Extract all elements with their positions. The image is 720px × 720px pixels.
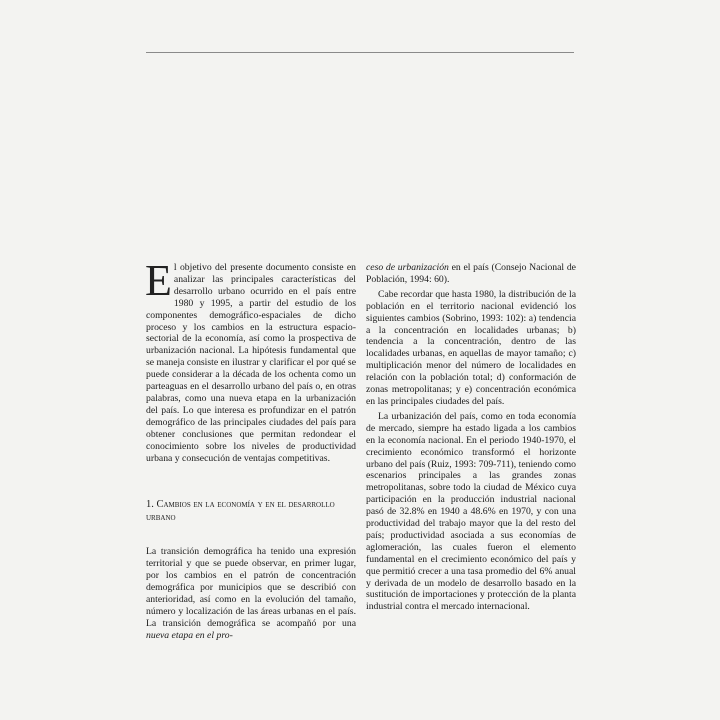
intro-text: l objetivo del presente documento consiste en analizar las principales características del desarrollo urbano ocurrido en el país entre 1980 y 1995, a partir del estudio de los componentes demográfico-espaciales de dicho proceso y los cambios en la estructura espacio-sectorial de la economía, así como la prospectiva de urbanización nacional. La hipótesis fundamental que se maneja consiste en ilustrar y clarificar el por qué se puede considerar a la década de los ochenta como un parteaguas en el desarrollo urbano del país o, en otras palabras, como una nueva etapa en la urbanización del país. Lo que interesa es profundizar en el patrón demográfico de las principales ciudades del país para obtener conclusiones que permitan redondear el conocimiento sobre los niveles de productividad urbana y consecución de ventajas competitivas.	[146, 262, 356, 464]
intro-paragraph	[145, 256, 356, 464]
section-heading: 1. Cambios en la economía y en el desarrollo urbano	[146, 499, 335, 524]
transition-text: La transición demográfica ha tenido una expresión territorial y que se puede observar, en primer lugar, por los cambios en el patrón de concentración demográfica por municipios que se describió con anterioridad, así como en la evolución del tamaño, número y localización de las áreas urbanas en el país. La transición demográfica se acompañó por una	[146, 546, 356, 629]
header-rule	[146, 52, 574, 53]
continuation-text: en el país (Consejo Nacional de Población, 1994: 60).	[366, 262, 576, 285]
urbanization-paragraph: La urbanización del país, como en toda economía de mercado, siempre ha estado ligada a los cambios en la economía nacional. En el periodo 1940-1970, el crecimiento económico transformó el horizonte urbano del país (Ruiz, 1993: 709-711), teniendo como escenarios principales a las grandes zonas metropolitanas, sobre todo la ciudad de México cuya participación en la producción industrial nacional pasó de 32.8% en 1940 a 48.6% en 1970, y con una productividad del trabajo mayor que la del resto del país; productividad asociada a sus economías de aglomeración, las cuales fueron el elemento fundamental en el crecimiento económico del país y que permitió crecer a una tasa promedio del 6% anual y derivada de un modelo de desarrollo basado en la sustitución de importaciones y protección de la planta industrial contra el mercado internacional.	[366, 410, 576, 613]
drop-cap: E	[145, 256, 172, 305]
left-column	[145, 256, 356, 642]
distribution-paragraph: Cabe recordar que hasta 1980, la distribución de la población en el territorio nacional evidenció los siguientes cambios (Sobrino, 1993: 102): a) tendencia a la concentración en localidades urbanas; b) tendencia a la concentración, dentro de las localidades urbanas, en aquellas de mayor tamaño; c) multiplicación menor del número de localidades en relación con la población total; d) conformación de zonas metropolitanas; y e) concentración económica en las principales ciudades del país.	[366, 288, 576, 407]
right-column	[366, 262, 576, 613]
transition-italic: nueva etapa en el pro-	[146, 629, 233, 641]
continuation-italic: ceso de urbanización	[366, 262, 449, 273]
transition-paragraph	[146, 546, 356, 641]
continuation-paragraph	[366, 262, 576, 286]
